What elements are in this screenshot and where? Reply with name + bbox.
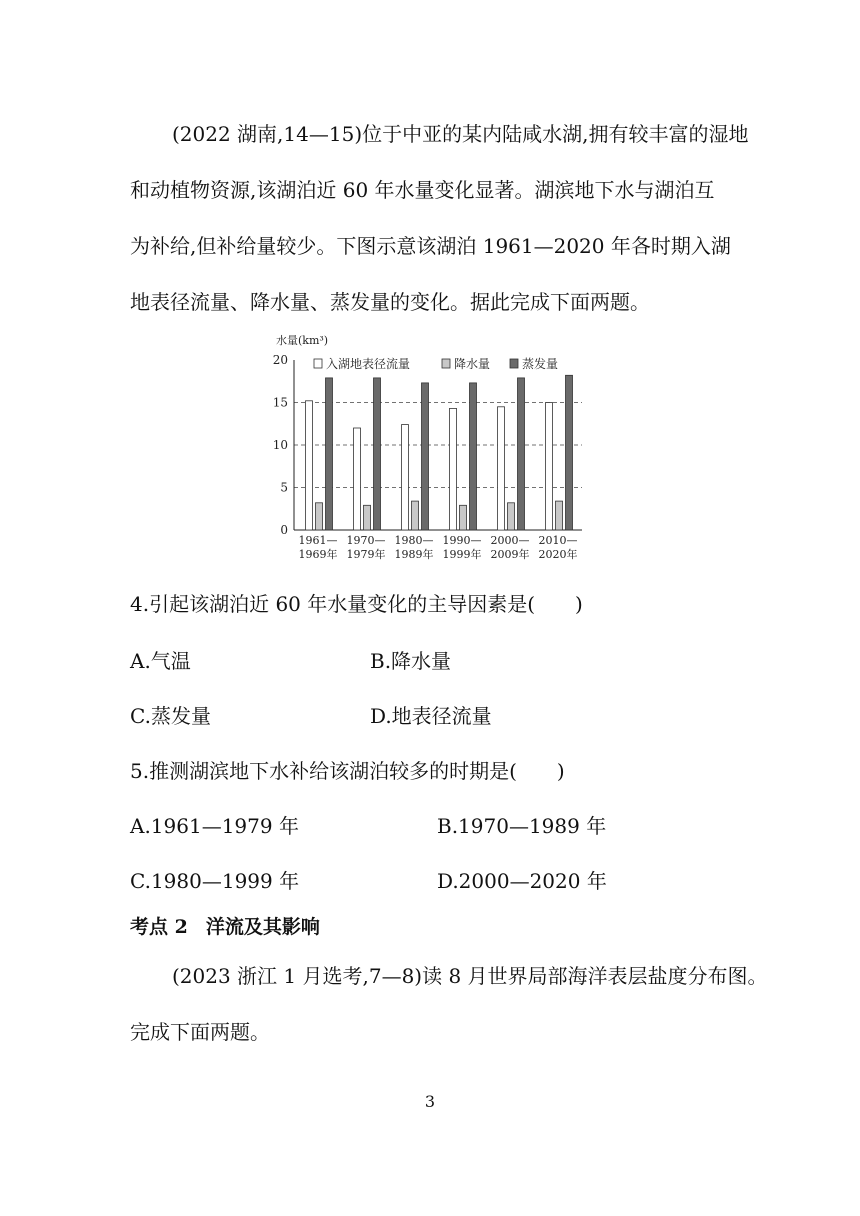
section-label: 考点 2: [130, 916, 188, 938]
intro2-line: (2023 浙江 1 月选考,7—8)读 8 月世界局部海洋表层盐度分布图。: [172, 964, 768, 988]
bar-runoff: [546, 403, 553, 531]
q4-option-c[interactable]: C.蒸发量: [130, 704, 211, 728]
y-tick-label: 10: [272, 438, 288, 452]
section-title: 洋流及其影响: [205, 916, 320, 938]
bar-evaporation: [326, 378, 333, 530]
intro-line: (2022 湖南,14—15)位于中亚的某内陆咸水湖,拥有较丰富的湿地: [172, 122, 749, 146]
y-tick-label: 5: [280, 480, 288, 495]
legend-evaporation-swatch: [510, 359, 518, 368]
bar-precipitation: [412, 501, 419, 530]
x-tick-label: 2010—: [538, 534, 578, 547]
question-5-stem: 5.推测湖滨地下水补给该湖泊较多的时期是( ): [130, 759, 565, 783]
q4-option-a[interactable]: A.气温: [130, 649, 191, 673]
x-tick-label: 2009年: [490, 548, 530, 561]
bar-evaporation: [518, 378, 525, 530]
page-number: 3: [424, 1092, 436, 1111]
water-volume-chart: [270, 328, 590, 568]
x-tick-label: 2020年: [538, 548, 578, 561]
q4-option-d[interactable]: D.地表径流量: [370, 704, 492, 728]
bar-evaporation: [470, 383, 477, 530]
intro-paragraph: [130, 106, 749, 330]
bar-runoff: [354, 428, 361, 530]
y-tick-label: 20: [272, 353, 288, 367]
y-tick-label: 0: [280, 523, 288, 537]
question-4-stem: 4.引起该湖泊近 60 年水量变化的主导因素是( ): [130, 592, 583, 616]
legend-precipitation-swatch: [442, 359, 450, 368]
legend-runoff-swatch: [314, 359, 322, 368]
q4-option-b[interactable]: B.降水量: [370, 649, 452, 673]
bar-precipitation: [316, 503, 323, 530]
y-axis-label: 水量(km³): [276, 334, 329, 347]
section-heading: [130, 912, 320, 939]
q5-option-a[interactable]: A.1961—1979 年: [130, 814, 299, 838]
legend-runoff-label: 入湖地表径流量: [326, 357, 411, 371]
x-tick-label: 1980—: [394, 534, 434, 547]
intro-line: 地表径流量、降水量、蒸发量的变化。据此完成下面两题。: [130, 290, 650, 314]
intro2-line: 完成下面两题。: [130, 1020, 270, 1044]
intro-line: 和动植物资源,该湖泊近 60 年水量变化显著。湖滨地下水与湖泊互: [130, 178, 715, 202]
x-tick-label: 1989年: [394, 548, 434, 561]
legend-precipitation-label: 降水量: [454, 357, 491, 371]
bar-precipitation: [460, 505, 467, 530]
q5-option-d[interactable]: D.2000—2020 年: [437, 869, 607, 893]
bar-precipitation: [364, 505, 371, 530]
bar-runoff: [402, 425, 409, 530]
intro2-paragraph: [130, 948, 768, 1060]
bar-runoff: [498, 407, 505, 530]
bar-evaporation: [566, 375, 573, 530]
bar-chart-svg: [270, 328, 590, 568]
x-tick-label: 1961—: [298, 534, 338, 547]
legend-evaporation-label: 蒸发量: [522, 357, 559, 371]
bar-precipitation: [556, 501, 563, 530]
bar-runoff: [450, 408, 457, 530]
x-tick-label: 1999年: [442, 548, 482, 561]
bar-runoff: [306, 401, 313, 530]
x-tick-label: 2000—: [490, 534, 530, 547]
bar-evaporation: [422, 383, 429, 530]
q5-option-c[interactable]: C.1980—1999 年: [130, 869, 300, 893]
x-tick-label: 1969年: [298, 548, 338, 561]
bar-precipitation: [508, 503, 515, 530]
q5-option-b[interactable]: B.1970—1989 年: [437, 814, 607, 838]
y-tick-label: 15: [272, 395, 288, 410]
x-tick-label: 1979年: [346, 548, 386, 561]
bar-evaporation: [374, 378, 381, 530]
intro-line: 为补给,但补给量较少。下图示意该湖泊 1961—2020 年各时期入湖: [130, 234, 731, 258]
x-tick-label: 1990—: [442, 534, 482, 547]
x-tick-label: 1970—: [346, 534, 386, 547]
